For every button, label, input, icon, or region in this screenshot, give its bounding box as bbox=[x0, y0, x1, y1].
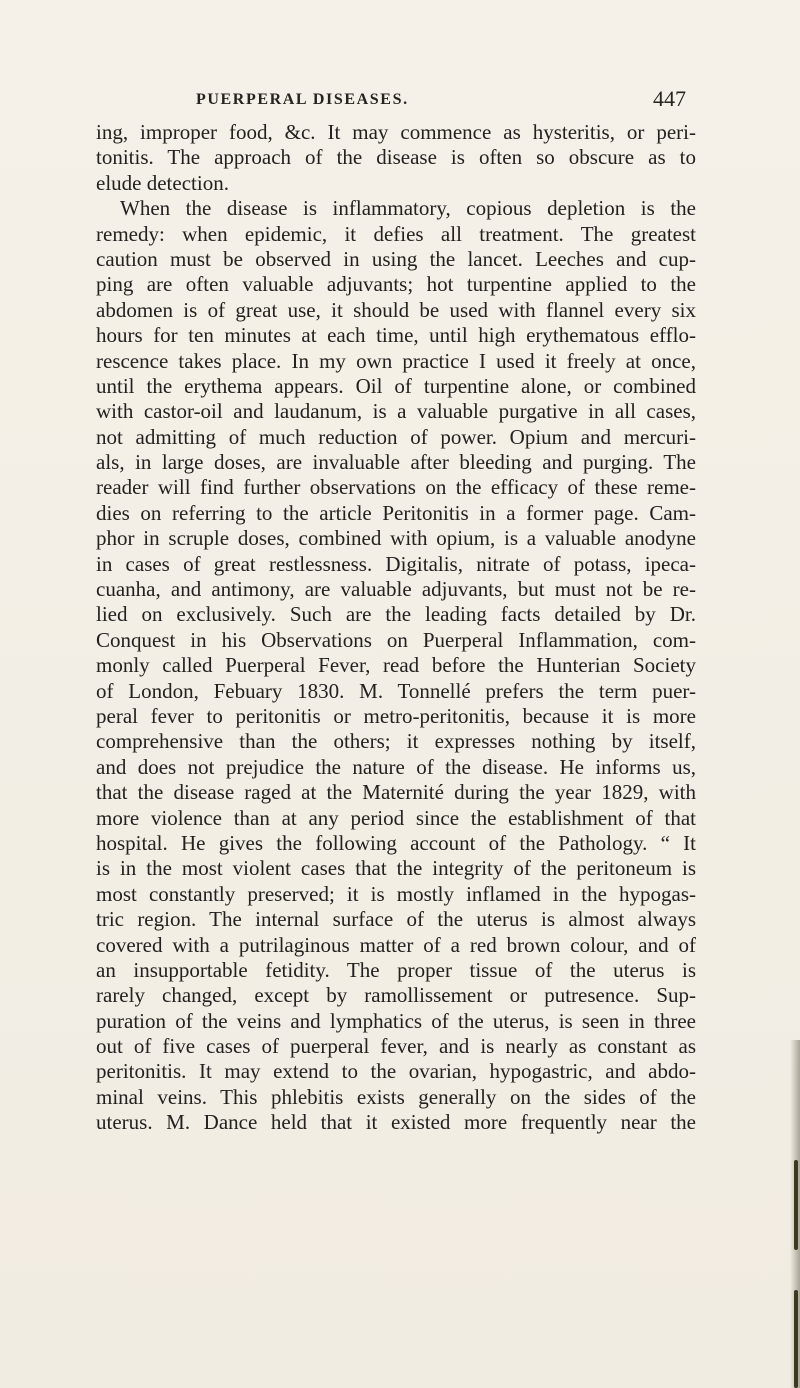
text-line: that the disease raged at the Maternité during the year 1829, with bbox=[96, 780, 696, 805]
text-line: puration of the veins and lymphatics of the uterus, is seen in three bbox=[96, 1008, 696, 1033]
text-line: lied on exclusively. Such are the leading facts detailed by Dr. bbox=[96, 602, 696, 627]
text-line: most constantly preserved; it is mostly inflamed in the hypogas- bbox=[96, 881, 696, 906]
text-line: of London, Febuary 1830. M. Tonnellé prefers the term puer- bbox=[96, 678, 696, 703]
text-line: is in the most violent cases that the integrity of the peritoneum is bbox=[96, 856, 696, 881]
text-line: hospital. He gives the following account of the Pathology. “ It bbox=[96, 830, 696, 855]
text-line: tric region. The internal surface of the uterus is almost always bbox=[96, 907, 696, 932]
text-line: phor in scruple doses, combined with opium, is a valuable anodyne bbox=[96, 526, 696, 551]
text-line: not admitting of much reduction of power. Opium and mercuri- bbox=[96, 424, 696, 449]
page-edge-mark bbox=[794, 1290, 798, 1388]
text-line: out of five cases of puerperal fever, and is nearly as constant as bbox=[96, 1034, 696, 1059]
text-line: cuanha, and antimony, are valuable adjuvants, but must not be re- bbox=[96, 577, 696, 602]
text-line: comprehensive than the others; it expresses nothing by itself, bbox=[96, 729, 696, 754]
running-head: PUERPERAL DISEASES. bbox=[196, 91, 409, 108]
text-line: tonitis. The approach of the disease is often so obscure as to bbox=[96, 145, 696, 170]
text-line: rescence takes place. In my own practice I used it freely at once, bbox=[96, 348, 696, 373]
text-line: and does not prejudice the nature of the disease. He informs us, bbox=[96, 754, 696, 779]
page-number: 447 bbox=[653, 86, 686, 111]
text-line: When the disease is inflammatory, copious depletion is the bbox=[120, 196, 696, 221]
text-line: ping are often valuable adjuvants; hot turpentine applied to the bbox=[96, 272, 696, 297]
body-text bbox=[96, 120, 696, 1136]
text-line: an insupportable fetidity. The proper tissue of the uterus is bbox=[96, 957, 696, 982]
text-line: remedy: when epidemic, it defies all treatment. The greatest bbox=[96, 221, 696, 246]
page-edge-mark bbox=[794, 1160, 798, 1250]
text-line: peritonitis. It may extend to the ovarian, hypogastric, and abdo- bbox=[96, 1059, 696, 1084]
text-line: caution must be observed in using the lancet. Leeches and cup- bbox=[96, 246, 696, 271]
text-line: als, in large doses, are invaluable after bleeding and purging. The bbox=[96, 450, 696, 475]
text-line: in cases of great restlessness. Digitalis, nitrate of potass, ipeca- bbox=[96, 551, 696, 576]
text-line: minal veins. This phlebitis exists generally on the sides of the bbox=[96, 1084, 696, 1109]
text-line: Conquest in his Observations on Puerperal Inflammation, com- bbox=[96, 627, 696, 652]
page-header bbox=[196, 88, 686, 114]
text-line: more violence than at any period since the establishment of that bbox=[96, 805, 696, 830]
text-line: peral fever to peritonitis or metro-peritonitis, because it is more bbox=[96, 703, 696, 728]
text-line: covered with a putrilaginous matter of a red brown colour, and of bbox=[96, 932, 696, 957]
text-line: reader will find further observations on the efficacy of these reme- bbox=[96, 475, 696, 500]
text-line: elude detection. bbox=[96, 170, 229, 195]
text-line: abdomen is of great use, it should be used with flannel every six bbox=[96, 297, 696, 322]
text-line: rarely changed, except by ramollissement or putresence. Sup- bbox=[96, 983, 696, 1008]
text-line: hours for ten minutes at each time, until high erythematous efflo- bbox=[96, 323, 696, 348]
text-line: ing, improper food, &c. It may commence as hysteritis, or peri- bbox=[96, 120, 696, 144]
text-line: until the erythema appears. Oil of turpentine alone, or combined bbox=[96, 373, 696, 398]
text-line: monly called Puerperal Fever, read before the Hunterian Society bbox=[96, 653, 696, 678]
text-line: uterus. M. Dance held that it existed more frequently near the bbox=[96, 1110, 696, 1135]
text-line: dies on referring to the article Peritonitis in a former page. Cam- bbox=[96, 500, 696, 525]
text-line: with castor-oil and laudanum, is a valuable purgative in all cases, bbox=[96, 399, 696, 424]
